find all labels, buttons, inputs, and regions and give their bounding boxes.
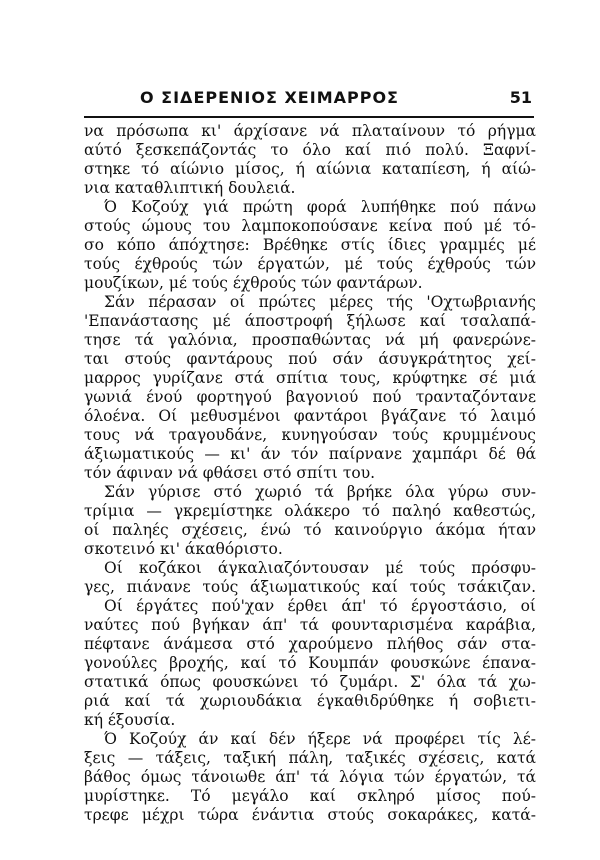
text-line: τρίμια — γκρεμίστηκε ολάκερο τό παληό καθεστώς, [84, 502, 536, 520]
text-line: μυρίστηκε. Τό μεγάλο καί σκληρό μίσος πού- [84, 787, 536, 805]
text-line: τούς έχθρούς τών έργατών, μέ τούς έχθρούς τών [84, 255, 536, 273]
text-line: ριά καί τά χωριουδάκια έγκαθιδρύθηκε ή σοβιετι- [84, 692, 536, 710]
text-line: βάθος όμως τάνοιωθε άπ' τά λόγια τών έργατών, τά [84, 768, 536, 786]
text-line: Σάν γύρισε στό χωριό τά βρήκε όλα γύρω συν- [104, 483, 536, 501]
text-line: στούς ώμους του λαμποκοπούσανε κείνα πού μέ τό- [84, 217, 536, 235]
text-line: να πρόσωπα κι' άρχίσανε νά πλαταίνουν τό ρήγμα [84, 122, 536, 140]
text-line: στατικά όπως φουσκώνει τό ζυμάρι. Σ' όλα τά χω- [84, 673, 536, 691]
text-line: κή έξουσία. [84, 711, 176, 729]
text-line: γωνιά ένού φορτηγού βαγονιού πού τρανταζόντανε [84, 388, 536, 406]
text-line: αύτό ξεσκεπάζοντάς το όλο καί πιό πολύ. Ξαφνί- [84, 141, 536, 159]
text-line: τους νά τραγουδάνε, κυνηγούσαν τούς κρυμμένους [84, 426, 536, 444]
text-line: Ό Κοζούχ άν καί δέν ήξερε νά προφέρει τίς λέ- [104, 730, 536, 748]
text-line: πέφτανε άνάμεσα στό χαρούμενο πλήθος σάν στα- [84, 635, 536, 653]
header-rule [84, 116, 534, 118]
page-number: 51 [509, 88, 532, 107]
text-line: μουζίκων, μέ τούς έχθρούς τών φαντάρων. [84, 274, 423, 292]
text-line: γονούλες βροχής, καί τό Κουμπάν φουσκώνε έπανα- [84, 654, 536, 672]
text-line: τρεφε μέχρι τώρα ένάντια στούς σοκαράκες, κατά- [84, 806, 536, 824]
text-line: ται στούς φαντάρους πού σάν άσυγκράτητος χεί- [84, 350, 536, 368]
text-line: μαρρος γυρίζανε στά σπίτια τους, κρύφτηκε σέ μιά [84, 369, 536, 387]
text-line: τόν άφιναν νά φθάσει στό σπίτι του. [84, 464, 376, 482]
text-line: Σάν πέρασαν οί πρώτες μέρες τής 'Οχτωβριανής [104, 293, 536, 311]
text-line: σκοτεινό κι' άκαθόριστο. [84, 540, 283, 558]
text-line: Οί έργάτες πού'χαν έρθει άπ' τό έργοστάσιο, οί [104, 597, 536, 615]
text-line: οί παληές σχέσεις, ένώ τό καινούργιο άκόμα ήταν [84, 521, 536, 539]
text-line: 'Επανάστασης μέ άποστροφή ξήλωσε καί τσαλαπά- [84, 312, 536, 330]
running-header [140, 88, 532, 110]
text-line: άξιωματικούς — κι' άν τόν παίρνανε χαμπάρι δέ θά [84, 445, 536, 463]
text-line: νια καταθλιπτική δουλειά. [84, 179, 296, 197]
text-line: ναύτες πού βγήκαν άπ' τά φουνταρισμένα καράβια, [84, 616, 536, 634]
text-line: Ό Κοζούχ γιά πρώτη φορά λυπήθηκε πού πάνω [104, 198, 536, 216]
body-text [84, 122, 536, 825]
text-line: γες, πιάνανε τούς άξιωματικούς καί τούς τσάκιζαν. [84, 578, 536, 596]
text-line: Οί κοζάκοι άγκαλιαζόντουσαν μέ τούς πρόσφυ- [104, 559, 536, 577]
text-line: όλοένα. Οί μεθυσμένοι φαντάροι βγάζανε τό λαιμό [84, 407, 536, 425]
text-line: τησε τά γαλόνια, προσπαθώντας νά μή φανερώνε- [84, 331, 536, 349]
text-line: σο κόπο άπόχτησε: Βρέθηκε στίς ίδιες γραμμές μέ [84, 236, 536, 254]
text-line: ξεις — τάξεις, ταξική πάλη, ταξικές σχέσεις, κατά [84, 749, 536, 767]
chapter-title: Ο ΣΙΔΕΡΕΝΙΟΣ ΧΕΙΜΑΡΡΟΣ [140, 88, 399, 107]
text-line: στηκε τό αίώνιο μίσος, ή αίώνια καταπίεση, ή αίώ- [84, 160, 536, 178]
